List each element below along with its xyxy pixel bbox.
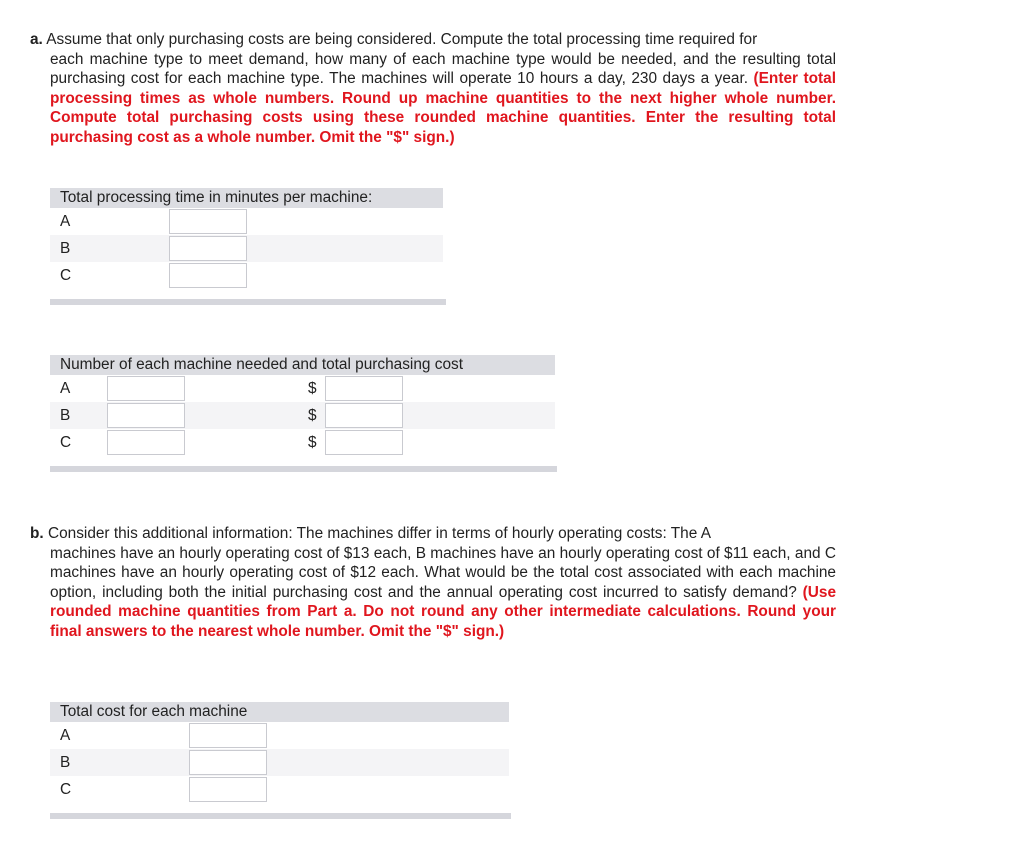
table-row — [50, 235, 443, 262]
part-b-body — [30, 544, 836, 642]
table-row — [50, 776, 509, 803]
part-a-text: each machine type to meet demand, how many of each machine type would be needed, and the resulting total purchasing cost for each machine type. The machines will operate 10 hours a day, 230 days a year. — [50, 50, 836, 88]
row-label-b: B — [60, 754, 71, 771]
part-a-body — [30, 50, 836, 148]
machine-count-b-input[interactable] — [107, 403, 185, 428]
total-cost-a-input[interactable] — [189, 723, 267, 748]
question-part-a — [30, 30, 836, 148]
machines-cost-table — [50, 355, 557, 480]
dollar-sign: $ — [308, 407, 317, 424]
total-cost-table — [50, 702, 511, 824]
total-cost-header: Total cost for each machine — [50, 702, 509, 722]
purchase-cost-b-input[interactable] — [325, 403, 403, 428]
part-b-text-first: Consider this additional information: The machines differ in terms of hourly operating costs: The A — [47, 525, 711, 542]
row-label-c: C — [60, 781, 72, 798]
dollar-sign: $ — [308, 434, 317, 451]
purchase-cost-a-input[interactable] — [325, 376, 403, 401]
table-row — [50, 262, 443, 289]
row-label-b: B — [60, 240, 71, 257]
row-label-a: A — [60, 380, 71, 397]
question-part-b — [30, 524, 836, 642]
processing-time-b-input[interactable] — [169, 236, 247, 261]
part-a-label: a. — [30, 31, 43, 48]
row-label-c: C — [60, 267, 72, 284]
part-b-text: machines have an hourly operating cost of $13 each, B machines have an hourly operating cost of $11 each, and C machines have an hourly operating cost of $12 each. What would be the total cost associated with each machine option, including both the initial purchasing cost and the annual operating cost incurred to satisfy demand? — [50, 544, 836, 601]
row-label-b: B — [60, 407, 71, 424]
table-row — [50, 429, 555, 456]
processing-time-c-input[interactable] — [169, 263, 247, 288]
table-row — [50, 402, 555, 429]
table-row — [50, 375, 555, 402]
total-cost-c-input[interactable] — [189, 777, 267, 802]
row-label-c: C — [60, 434, 72, 451]
table-row — [50, 749, 509, 776]
machine-count-a-input[interactable] — [107, 376, 185, 401]
row-label-a: A — [60, 213, 71, 230]
purchase-cost-c-input[interactable] — [325, 430, 403, 455]
processing-time-header: Total processing time in minutes per machine: — [50, 188, 443, 208]
table-divider — [50, 299, 446, 305]
part-a-text-first: Assume that only purchasing costs are being considered. Compute the total processing time required for — [46, 31, 758, 48]
row-label-a: A — [60, 727, 71, 744]
table-row — [50, 208, 443, 235]
table-divider — [50, 466, 557, 472]
table-row — [50, 722, 509, 749]
part-b-instructions: (Use rounded machine quantities from Part a. Do not round any other intermediate calculations. Round your final answers to the nearest whole number. Omit the "$" sign.) — [50, 583, 836, 640]
total-cost-b-input[interactable] — [189, 750, 267, 775]
processing-time-a-input[interactable] — [169, 209, 247, 234]
processing-time-table — [50, 188, 446, 308]
machines-cost-header: Number of each machine needed and total purchasing cost — [50, 355, 555, 375]
part-a-instructions: (Enter total processing times as whole numbers. Round up machine quantities to the next higher whole number. Compute total purchasing costs using these rounded machine quantities. Enter the resulting total purchasing cost as a whole number. Omit the "$" sign.) — [50, 70, 836, 146]
dollar-sign: $ — [308, 380, 317, 397]
part-b-label: b. — [30, 525, 44, 542]
table-divider — [50, 813, 511, 819]
machine-count-c-input[interactable] — [107, 430, 185, 455]
